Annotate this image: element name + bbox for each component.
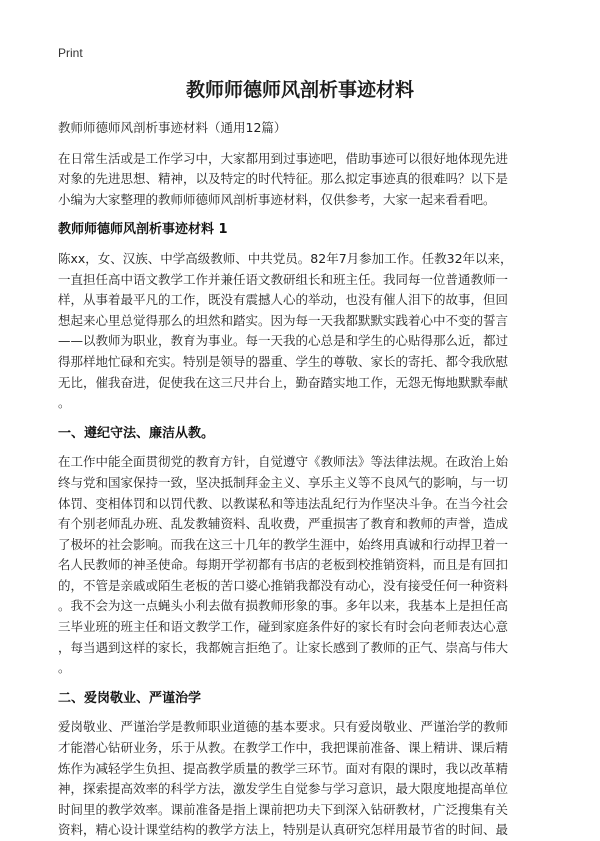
paragraph-line: 样，从事着最平凡的工作，既没有震撼人心的举动，也没有催人泪下的故事，但回 xyxy=(58,292,509,308)
paragraph-line: 在工作中能全面贯彻党的教育方针，自觉遵守《教师法》等法律法规。在政治上始 xyxy=(58,454,509,470)
paragraph-line: 。我不会为这一点蝇头小利去做有损教师形象的事。多年以来，我基本上是担任高 xyxy=(58,598,509,614)
section-heading: 教师师德师风剖析事迹材料 1 xyxy=(58,222,228,238)
paragraph-line: 才能潜心钻研业务，乐于从教。在教学工作中，我把课前准备、课上精讲、课后精 xyxy=(58,740,509,756)
paragraph-line: 爱岗敬业、严谨治学是教师职业道德的基本要求。只有爱岗敬业、严谨治学的教师 xyxy=(58,719,509,735)
part1-paragraph xyxy=(58,452,548,679)
paragraph-line: 无比，催我奋进，促使我在这三尺井台上，勤奋踏实地工作，无怨无悔地默默奉献 xyxy=(58,374,509,390)
paragraph-line: 想起来心里总觉得那么的坦然和踏实。因为每一天我都默默实践着心中不变的誓言 xyxy=(58,312,509,328)
paragraph-line: 。 xyxy=(58,395,71,411)
part1-heading: 一、遵纪守法、廉洁从教。 xyxy=(58,425,215,441)
paragraph-line: 时间里的教学效率。课前准备是指上课前把功夫下到深入钻研教材，广泛搜集有关 xyxy=(58,801,509,817)
paragraph-line: 神，探索提高效率的科学方法，激发学生自觉参与学习意识，最大限度地提高单位 xyxy=(58,781,509,797)
paragraph-line: 一直担任高中语文教学工作并兼任语文教研组长和班主任。我同每一位普通教师一 xyxy=(58,271,509,287)
document-body xyxy=(58,118,548,841)
section1-paragraph xyxy=(58,249,548,414)
paragraph-line: 。 xyxy=(58,660,71,676)
paragraph-line: ，每当遇到这样的家长，我都婉言拒绝了。让家长感到了教师的正气、崇高与伟大 xyxy=(58,639,509,655)
paragraph-line: 资料，精心设计课堂结构的教学方法上，特别是认真研究怎样用最节省的时间、最 xyxy=(58,822,509,838)
document-subtitle: 教师师德师风剖析事迹材料（通用12篇） xyxy=(58,120,287,135)
intro-line: 在日常生活或是工作学习中，大家都用到过事迹吧，借助事迹可以很好地体现先进 xyxy=(58,150,509,166)
paragraph-line: 有个别老师乱办班、乱发教辅资料、乱收费，严重损害了教育和教师的声誉，造成 xyxy=(58,516,509,532)
print-label: Print xyxy=(58,46,83,60)
part2-heading: 二、爱岗敬业、严谨治学 xyxy=(58,690,202,706)
document-title: 教师师德师风剖析事迹材料 xyxy=(185,79,414,101)
paragraph-line: 终与党和国家保持一致，坚决抵制拜金主义、享乐主义等不良风气的影响，与一切 xyxy=(58,474,509,490)
paragraph-line: 名人民教师的神圣使命。每期开学初都有书店的老板到校推销资料，而且是有回扣 xyxy=(58,557,509,573)
paragraph-line: 的，不管是亲戚或陌生老板的苦口婆心推销我都没有动心，没有接受任何一种资料 xyxy=(58,577,509,593)
paragraph-line: 体罚、变相体罚和以罚代教、以教谋私和等违法乱纪行为作坚决斗争。在当今社会 xyxy=(58,495,509,511)
paragraph-line: 了极坏的社会影响。而我在这三十几年的教学生涯中，始终用真诚和行动捍卫着一 xyxy=(58,536,509,552)
intro-line: 对象的先进思想、精神，以及特定的时代特征。那么拟定事迹真的很难吗？以下是 xyxy=(58,171,509,187)
paragraph-line: 得那样地忙碌和充实。特别是领导的器重、学生的尊敬、家长的寄托、都令我欣慰 xyxy=(58,353,509,369)
paragraph-line: 炼作为减轻学生负担、提高教学质量的教学三环节。面对有限的课时，我以改革精 xyxy=(58,760,509,776)
paragraph-line: ——以教师为职业，教育为事业。每一天我的心总是和学生的心贴得那么近，都过 xyxy=(58,333,509,349)
intro-paragraph xyxy=(58,149,548,211)
paragraph-line: 三毕业班的班主任和语文教学工作，碰到家庭条件好的家长有时会向老师表达心意 xyxy=(58,619,509,635)
paragraph-line: 陈xx，女、汉族、中学高级教师、中共党员。82年7月参加工作。任教32年以来， xyxy=(58,250,513,266)
intro-line: 小编为大家整理的教师师德师风剖析事迹材料，仅供参考，大家一起来看看吧。 xyxy=(58,191,496,207)
part2-paragraph xyxy=(58,717,548,841)
